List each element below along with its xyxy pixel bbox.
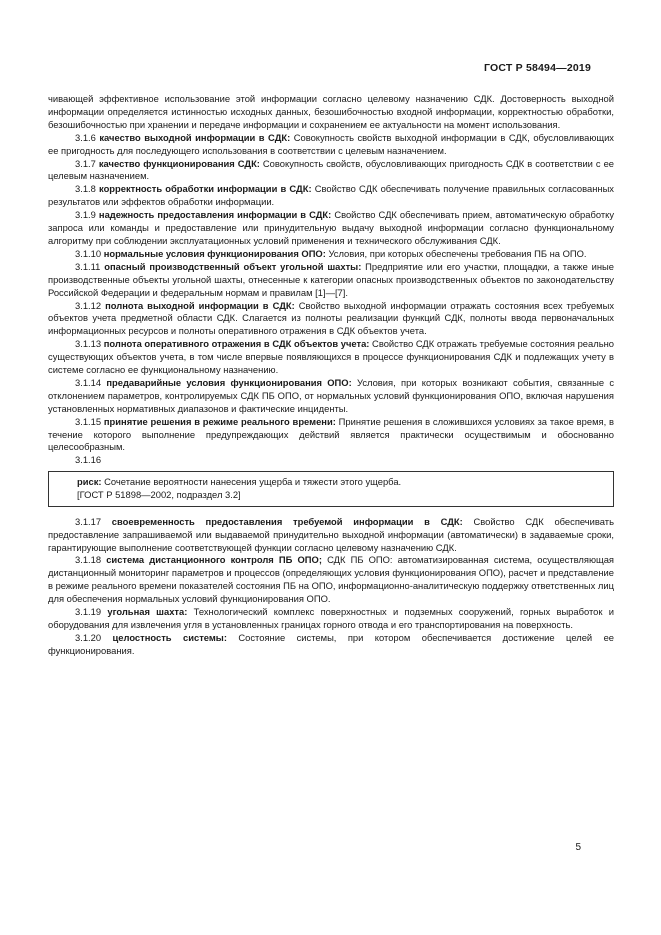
term-title: предаварийные условия функционирования ОПО: bbox=[106, 376, 352, 388]
term-title: нормальные условия функционирования ОПО: bbox=[103, 247, 326, 259]
term-3-1-19: 3.1.19 угольная шахта: Технологический комплекс поверхностных и подземных сооружений, горных выработок и оборудования для извлечения угля в установленных границах горного отвода и его транспортирования на поверхность. bbox=[48, 606, 614, 630]
term-title: опасный производственный объект угольной шахты: bbox=[104, 260, 362, 272]
intro-paragraph: чивающей эффективное использование этой информации согласно целевому назначению СДК. Достоверность выходной информации определяется истинностью исходных данных, безошибочностью входной информации, корректностью обработки, безошибочностью при хранении и передаче информации и сохранением ее актуальности на момент использования. bbox=[48, 93, 614, 130]
risk-definition-box bbox=[48, 471, 614, 506]
term-3-1-6: 3.1.6 качество выходной информации в СДК: Совокупность свойств выходной информации в СДК, обусловливающих ее пригодность для последующего использования в соответствии с целевым назначением. bbox=[48, 131, 614, 156]
document-id: ГОСТ Р 58494—2019 bbox=[483, 62, 591, 74]
risk-definition: риск: Сочетание вероятности нанесения ущерба и тяжести этого ущерба. bbox=[77, 476, 402, 488]
term-3-1-14: 3.1.14 предаварийные условия функционирования ОПО: Условия, при которых возникают события, связанные с отклонением параметров, контролируемых СДК ПБ ОПО, от нормальных условий функционирования ОПО, включая нарушения установленных нормативных диапазонов и фактические инциденты. bbox=[48, 376, 615, 414]
term-title: полнота выходной информации в СДК: bbox=[105, 299, 295, 311]
term-3-1-10: 3.1.10 нормальные условия функционирования ОПО: Условия, при которых обеспечены требования ПБ на ОПО. bbox=[75, 247, 587, 259]
term-title: принятие решения в режиме реального времени: bbox=[103, 415, 336, 427]
page-number: 5 bbox=[575, 842, 581, 853]
term-3-1-9: 3.1.9 надежность предоставления информации в СДК: Свойство СДК обеспечивать прием, автоматическую обработку запроса или команды и предоставление или принудительную выдачу выходной информации согласно функциональному алгоритму при соблюдении эксплуатационных условий применения и технического обслуживания СДК. bbox=[48, 209, 615, 246]
term-3-1-12: 3.1.12 полнота выходной информации в СДК: Свойство выходной информации отражать состояния всех требуемых объектов учета предметной области СДК. Слагается из полноты реализации функций СДК, полноты ввода первоначальных информационных ресурсов и полноты оперативного отражения в СДК объектов учета. bbox=[48, 299, 615, 337]
term-3-1-15: 3.1.15 принятие решения в режиме реального времени: Принятие решения в сложившихся условиях за такое время, в течение которого выполнение предупреждающих действий является практически осуществимым и обоснованно целесообразным. bbox=[48, 415, 614, 453]
term-3-1-13: 3.1.13 полнота оперативного отражения в СДК объектов учета: Свойство СДК отражать требуемые состояния реально существующих объектов учета, в том числе впервые появляющихся в процессе функционирования СДК и подлежащих учету в системе согласно ее функциональному назначению. bbox=[48, 338, 614, 376]
term-title: корректность обработки информации в СДК: bbox=[99, 183, 312, 195]
term-title: качество функционирования СДК: bbox=[98, 157, 260, 169]
term-title: качество выходной информации в СДК: bbox=[99, 131, 291, 143]
term-3-1-18: 3.1.18 система дистанционного контроля ПБ ОПО; СДК ПБ ОПО: автоматизированная система, осуществляющая дистанционный мониторинг параметров и процессов (определяющих условия функционирования ОПО), расчет и представление в режиме реального времени показателей состояния ПБ на ОПО, информационно-аналитическую поддержку ответственных лиц для обеспечения нормальных условий функционирования ОПО. bbox=[48, 554, 615, 605]
terms-list-2 bbox=[48, 516, 614, 658]
term-title: полнота оперативного отражения в СДК объектов учета: bbox=[103, 338, 370, 350]
term-title: своевременность предоставления требуемой информации в СДК: bbox=[111, 515, 463, 527]
term-title: целостность системы: bbox=[112, 631, 227, 643]
term-title: надежность предоставления информации в СДК: bbox=[98, 209, 332, 221]
term-title: система дистанционного контроля ПБ ОПО; bbox=[106, 554, 322, 566]
term-3-1-17: 3.1.17 своевременность предоставления требуемой информации в СДК: Свойство СДК обеспечивать предоставление запрашиваемой или выдаваемой принудительно выходной информации (автоматически) в задаваемые сроки, гарантирующие выполнение соответствующей функции согласно целевому назначению СДК. bbox=[48, 515, 614, 553]
term-title: риск: bbox=[77, 476, 102, 488]
term-3-1-8: 3.1.8 корректность обработки информации в СДК: Свойство СДК обеспечивать получение правильных согласованных результатов или эффектов обработки информации. bbox=[48, 183, 614, 208]
term-3-1-7: 3.1.7 качество функционирования СДК: Совокупность свойств, обусловливающих пригодность СДК в соответствии с ее целевым назначением. bbox=[48, 157, 614, 182]
terms-list-1 bbox=[48, 132, 614, 455]
term-3-1-11: 3.1.11 опасный производственный объект угольной шахты: Предприятие или его участки, площадки, а также иные производственные объекты угольной шахты, отнесенные к категории опасных производственных объектов по законодательству Российской Федерации и федеральным нормам и правилам [1]—[7]. bbox=[48, 260, 614, 298]
term-3-1-20: 3.1.20 целостность системы: Состояние системы, при котором обеспечивается достижение целей ее функционирования. bbox=[48, 631, 615, 656]
risk-reference: [ГОСТ Р 51898—2002, подраздел 3.2] bbox=[77, 489, 241, 501]
term-title: угольная шахта: bbox=[107, 606, 188, 618]
term-3-1-16-number: 3.1.16 bbox=[75, 454, 102, 466]
document-body bbox=[48, 93, 614, 658]
